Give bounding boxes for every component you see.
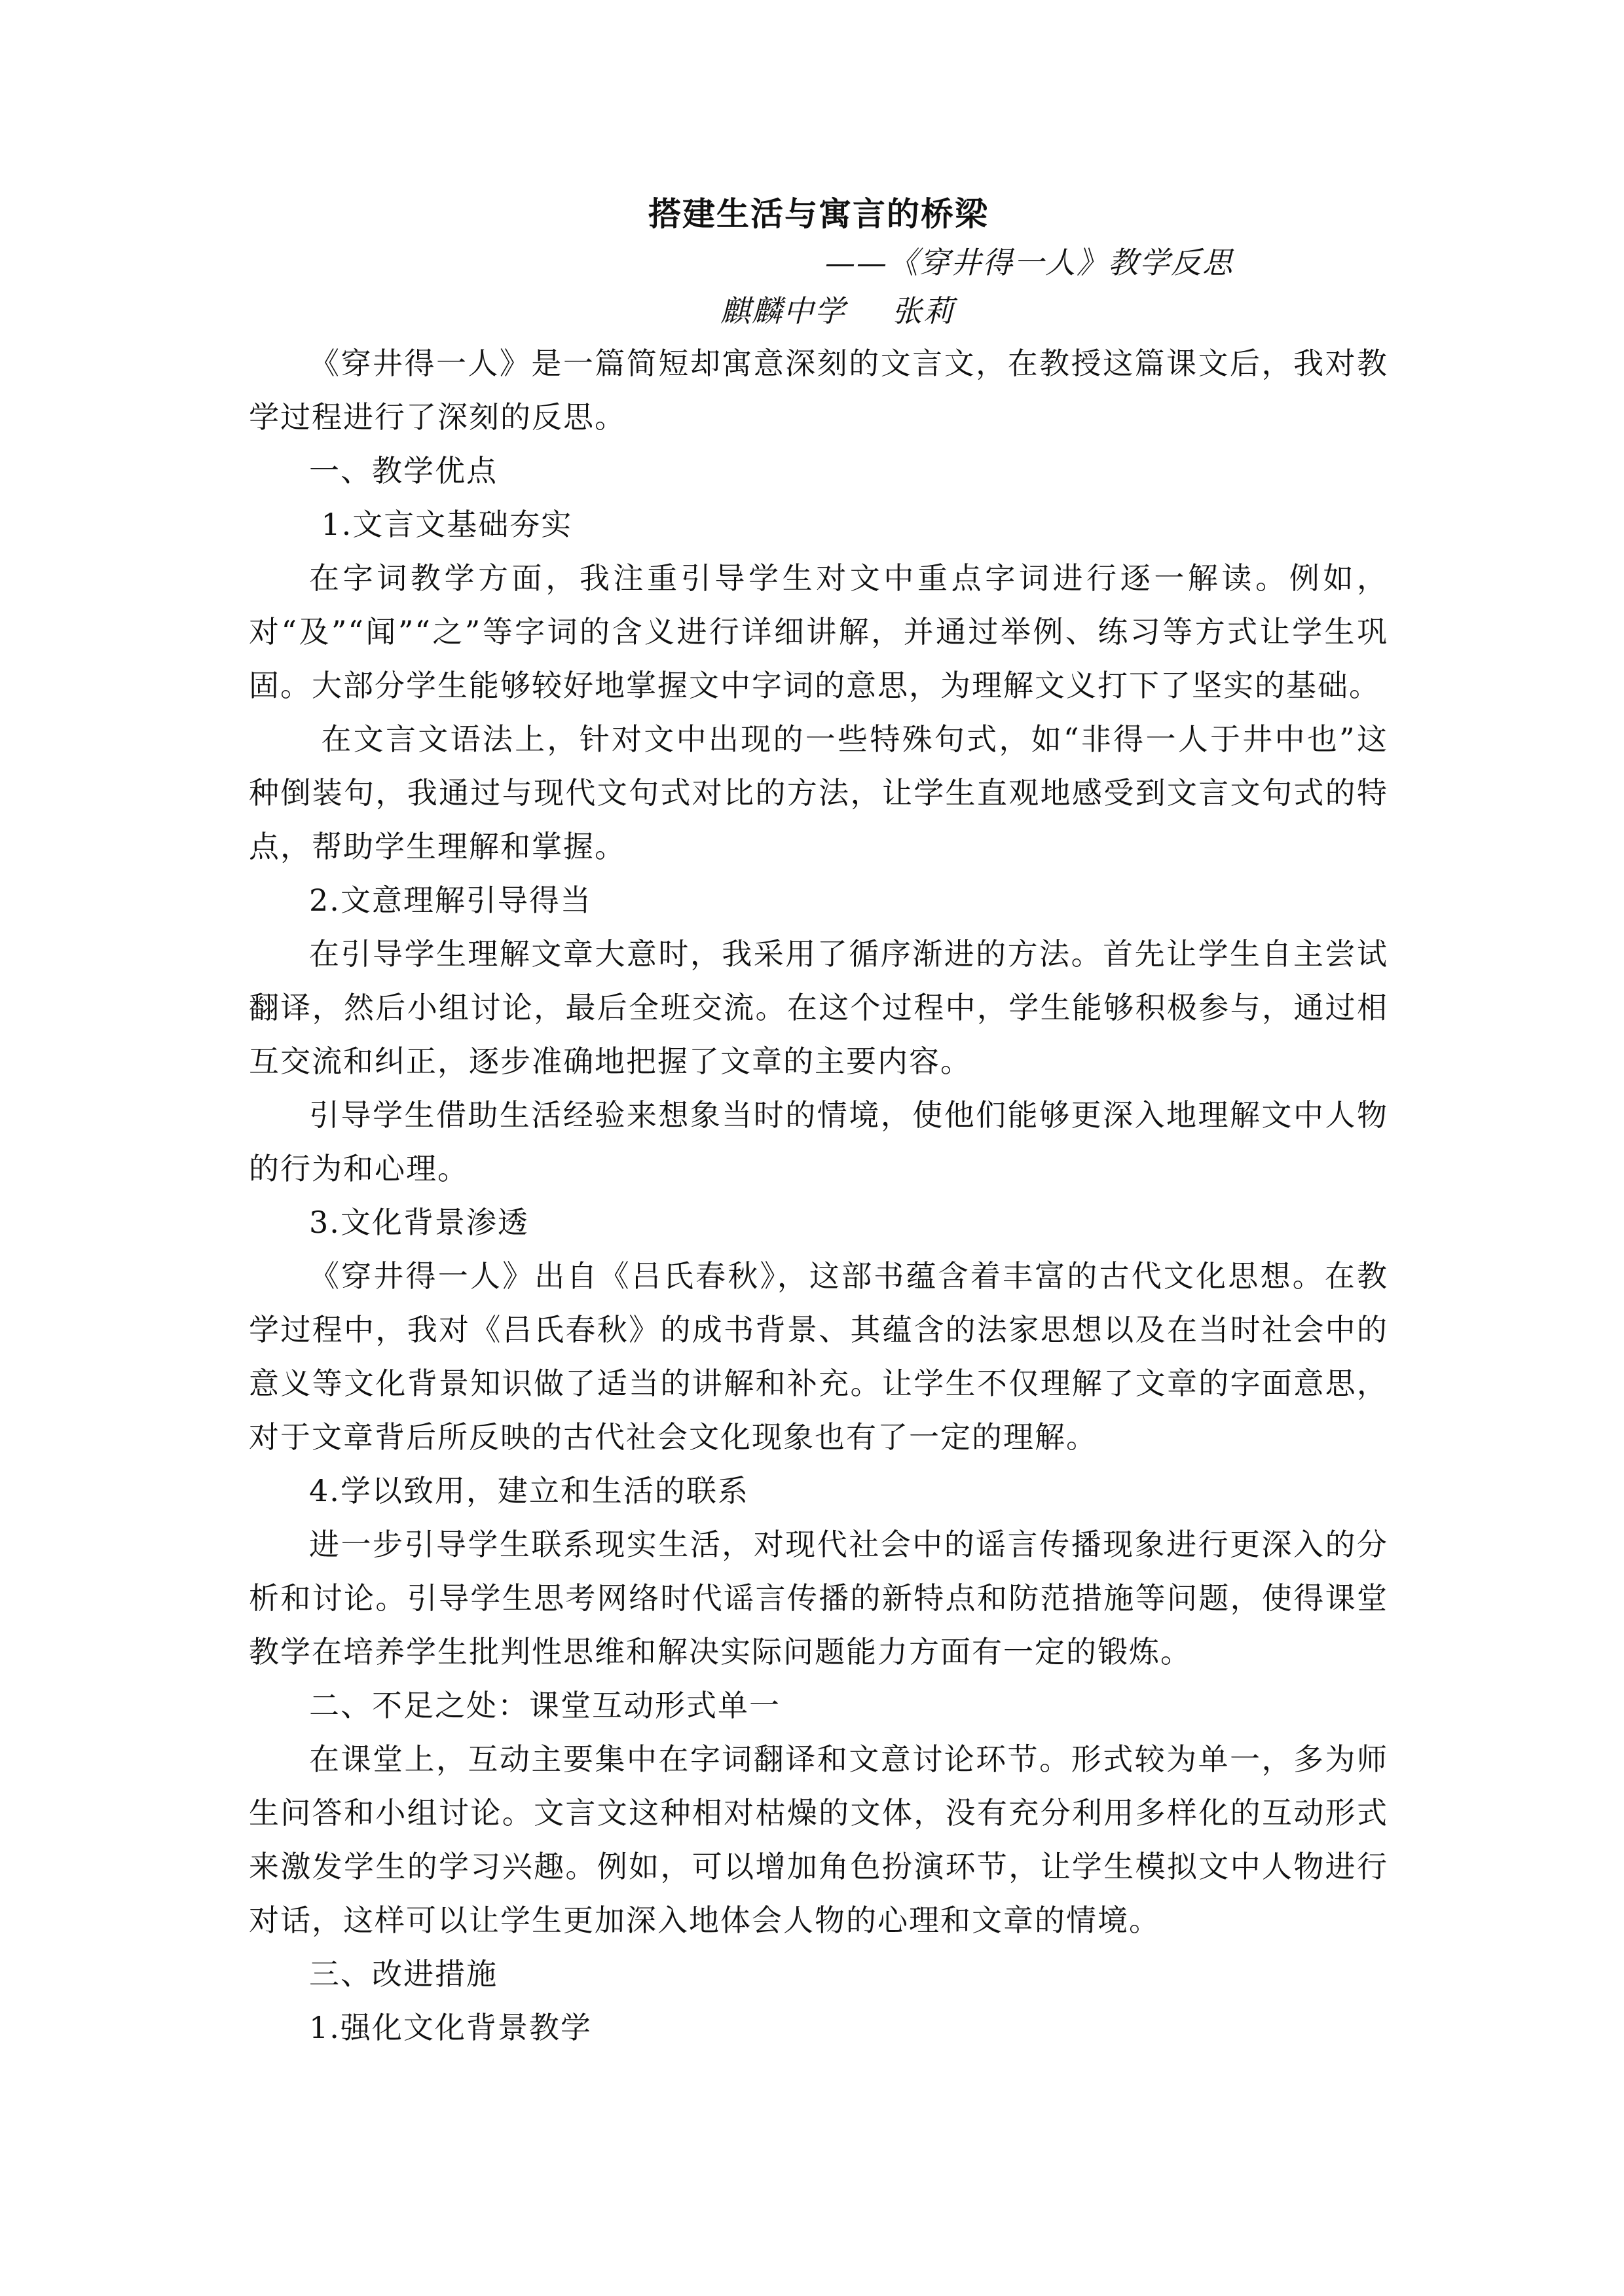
- paragraph: 在课堂上，互动主要集中在字词翻译和文意讨论环节。形式较为单一，多为师生问答和小组讨论。文言文这种相对枯燥的文体，没有充分利用多样化的互动形式来激发学生的学习兴趣。例如，可以增加角色扮演环节，让学生模拟文中人物进行对话，这样可以让学生更加深入地体会人物的心理和文章的情境。: [249, 1741, 1388, 1938]
- section-heading: 二、不足之处：课堂互动形式单一: [309, 1688, 781, 1723]
- document-body: [249, 189, 1388, 2054]
- paragraph: 引导学生借助生活经验来想象当时的情境，使他们能够更深入地理解文中人物的行为和心理。: [249, 1097, 1388, 1186]
- author-school: 麒麟中学: [720, 293, 846, 329]
- paragraph: 在文言文语法上，针对文中出现的一些特殊句式，如“非得一人于井中也”这种倒装句，我通过与现代文句式对比的方法，让学生直观地感受到文言文句式的特点，帮助学生理解和掌握。: [249, 721, 1388, 864]
- document-subtitle: ——《穿井得一人》教学反思: [825, 245, 1234, 280]
- section-heading: 一、教学优点: [309, 453, 498, 488]
- paragraph: 在引导学生理解文章大意时，我采用了循序渐进的方法。首先让学生自主尝试翻译，然后小组讨论，最后全班交流。在这个过程中，学生能够积极参与，通过相互交流和纠正，逐步准确地把握了文章的主要内容。: [249, 936, 1388, 1079]
- subsection-heading: 2.文意理解引导得当: [309, 883, 592, 918]
- subsection-heading: 3.文化背景渗透: [309, 1205, 529, 1240]
- paragraph: 《穿井得一人》出自《吕氏春秋》，这部书蕴含着丰富的古代文化思想。在教学过程中，我对《吕氏春秋》的成书背景、其蕴含的法家思想以及在当时社会中的意义等文化背景知识做了适当的讲解和补充。让学生不仅理解了文章的字面意思，对于文章背后所反映的古代社会文化现象也有了一定的理解。: [249, 1258, 1388, 1455]
- author-line: [249, 285, 1388, 337]
- paragraph: 在字词教学方面，我注重引导学生对文中重点字词进行逐一解读。例如，对“及”“闻”“之”等字词的含义进行详细讲解，并通过举例、练习等方式让学生巩固。大部分学生能够较好地掌握文中字词的意思，为理解文义打下了坚实的基础。: [249, 560, 1388, 703]
- paragraph: 进一步引导学生联系现实生活，对现代社会中的谣言传播现象进行更深入的分析和讨论。引导学生思考网络时代谣言传播的新特点和防范措施等问题，使得课堂教学在培养学生批判性思维和解决实际问题能力方面有一定的锻炼。: [249, 1527, 1388, 1669]
- paragraph: 《穿井得一人》是一篇简短却寓意深刻的文言文，在教授这篇课文后，我对教学过程进行了深刻的反思。: [249, 346, 1388, 435]
- section-heading: 三、改进措施: [309, 1956, 498, 1992]
- subsection-heading: 4.学以致用，建立和生活的联系: [309, 1473, 749, 1508]
- document-title: 搭建生活与寓言的桥梁: [648, 194, 989, 233]
- subsection-heading: 1.文言文基础夯实: [321, 507, 573, 542]
- author-name: 张莉: [892, 293, 955, 329]
- subsection-heading: 1.强化文化背景教学: [309, 2010, 592, 2045]
